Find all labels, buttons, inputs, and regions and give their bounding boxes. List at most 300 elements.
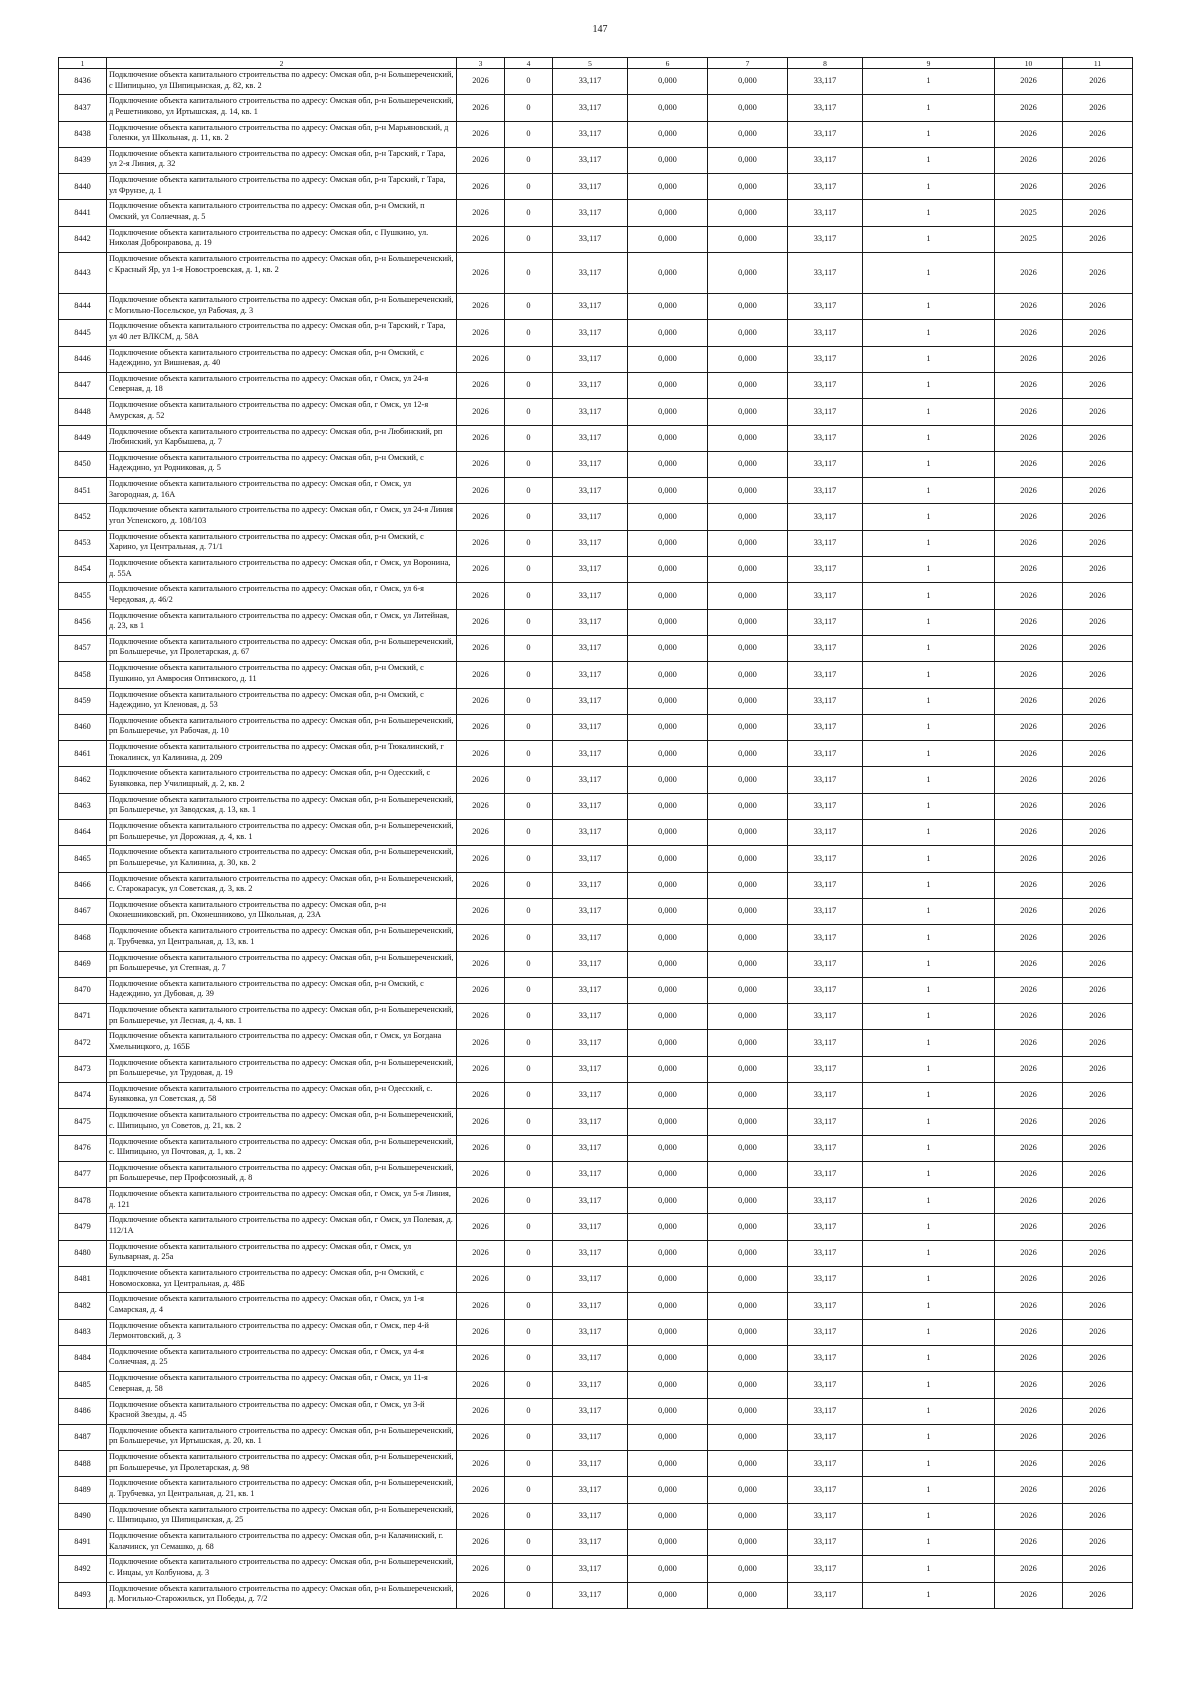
col9-cell: 1 xyxy=(863,1372,995,1398)
col4-cell: 0 xyxy=(505,1582,553,1608)
col9-cell: 1 xyxy=(863,951,995,977)
object-description-cell: Подключение объекта капитального строительства по адресу: Омская обл, г Омск, ул 11-я Северная, д. 58 xyxy=(107,1372,457,1398)
col4-cell: 0 xyxy=(505,147,553,173)
col6-cell: 0,000 xyxy=(628,1503,708,1529)
col10-cell: 2026 xyxy=(995,557,1063,583)
col7-cell: 0,000 xyxy=(708,1082,788,1108)
table-row xyxy=(59,69,1133,95)
col11-cell: 2026 xyxy=(1063,1372,1133,1398)
col8-cell: 33,117 xyxy=(788,294,863,320)
col5-cell: 33,117 xyxy=(553,478,628,504)
col3-cell: 2026 xyxy=(457,504,505,530)
col10-cell: 2026 xyxy=(995,1267,1063,1293)
table-body xyxy=(59,69,1133,1609)
col10-cell: 2026 xyxy=(995,714,1063,740)
col9-cell: 1 xyxy=(863,1345,995,1371)
row-number-cell: 8453 xyxy=(59,530,107,556)
col8-cell: 33,117 xyxy=(788,688,863,714)
col6-cell: 0,000 xyxy=(628,147,708,173)
table-row xyxy=(59,1477,1133,1503)
col11-cell: 2026 xyxy=(1063,925,1133,951)
table-row xyxy=(59,767,1133,793)
col9-cell: 1 xyxy=(863,294,995,320)
col10-cell: 2026 xyxy=(995,662,1063,688)
col11-cell: 2026 xyxy=(1063,121,1133,147)
col6-cell: 0,000 xyxy=(628,95,708,121)
col3-cell: 2026 xyxy=(457,1319,505,1345)
col3-cell: 2026 xyxy=(457,688,505,714)
col11-cell: 2026 xyxy=(1063,1004,1133,1030)
col9-cell: 1 xyxy=(863,609,995,635)
object-description-cell: Подключение объекта капитального строительства по адресу: Омская обл, р-н Большереченский, рп Большеречье, ул Рабочая, д. 10 xyxy=(107,714,457,740)
col4-cell: 0 xyxy=(505,1293,553,1319)
col4-cell: 0 xyxy=(505,1135,553,1161)
row-number-cell: 8474 xyxy=(59,1082,107,1108)
col10-cell: 2026 xyxy=(995,1424,1063,1450)
col9-cell: 1 xyxy=(863,1398,995,1424)
col10-cell: 2026 xyxy=(995,767,1063,793)
col5-cell: 33,117 xyxy=(553,320,628,346)
col7-cell: 0,000 xyxy=(708,1188,788,1214)
object-description-cell: Подключение объекта капитального строительства по адресу: Омская обл, р-н Большереченский, с Могильно-Посельское, ул Рабочая, д. 3 xyxy=(107,294,457,320)
col7-cell: 0,000 xyxy=(708,767,788,793)
table-row xyxy=(59,1530,1133,1556)
col11-cell: 2026 xyxy=(1063,1188,1133,1214)
col5-cell: 33,117 xyxy=(553,609,628,635)
col9-cell: 1 xyxy=(863,1056,995,1082)
column-header: 1 xyxy=(59,58,107,69)
col4-cell: 0 xyxy=(505,662,553,688)
row-number-cell: 8437 xyxy=(59,95,107,121)
col3-cell: 2026 xyxy=(457,1267,505,1293)
table-row xyxy=(59,1030,1133,1056)
col5-cell: 33,117 xyxy=(553,820,628,846)
row-number-cell: 8451 xyxy=(59,478,107,504)
col11-cell: 2026 xyxy=(1063,1161,1133,1187)
col4-cell: 0 xyxy=(505,1503,553,1529)
col10-cell: 2026 xyxy=(995,1188,1063,1214)
col5-cell: 33,117 xyxy=(553,925,628,951)
object-description-cell: Подключение объекта капитального строительства по адресу: Омская обл, р-н Большереченский, рп Большеречье, ул Степная, д. 7 xyxy=(107,951,457,977)
col7-cell: 0,000 xyxy=(708,121,788,147)
row-number-cell: 8465 xyxy=(59,846,107,872)
row-number-cell: 8469 xyxy=(59,951,107,977)
col6-cell: 0,000 xyxy=(628,1451,708,1477)
col11-cell: 2026 xyxy=(1063,1503,1133,1529)
col8-cell: 33,117 xyxy=(788,346,863,372)
col4-cell: 0 xyxy=(505,1004,553,1030)
col3-cell: 2026 xyxy=(457,1161,505,1187)
object-description-cell: Подключение объекта капитального строительства по адресу: Омская обл, р-н Большереченский, д. Могильно-Старожильск, ул Победы, д. 7/2 xyxy=(107,1582,457,1608)
col3-cell: 2026 xyxy=(457,320,505,346)
col4-cell: 0 xyxy=(505,226,553,252)
table-row xyxy=(59,530,1133,556)
col9-cell: 1 xyxy=(863,1082,995,1108)
col7-cell: 0,000 xyxy=(708,662,788,688)
table-row xyxy=(59,320,1133,346)
col4-cell: 0 xyxy=(505,1556,553,1582)
table-row xyxy=(59,1214,1133,1240)
col7-cell: 0,000 xyxy=(708,688,788,714)
col8-cell: 33,117 xyxy=(788,635,863,661)
col4-cell: 0 xyxy=(505,1056,553,1082)
col3-cell: 2026 xyxy=(457,253,505,294)
object-description-cell: Подключение объекта капитального строительства по адресу: Омская обл, г Омск, ул 6-я Чередовая, д. 46/2 xyxy=(107,583,457,609)
col8-cell: 33,117 xyxy=(788,226,863,252)
col7-cell: 0,000 xyxy=(708,174,788,200)
col9-cell: 1 xyxy=(863,1004,995,1030)
row-number-cell: 8450 xyxy=(59,451,107,477)
col7-cell: 0,000 xyxy=(708,872,788,898)
table-row xyxy=(59,121,1133,147)
col11-cell: 2026 xyxy=(1063,1056,1133,1082)
col11-cell: 2026 xyxy=(1063,372,1133,398)
col7-cell: 0,000 xyxy=(708,504,788,530)
row-number-cell: 8445 xyxy=(59,320,107,346)
col3-cell: 2026 xyxy=(457,1030,505,1056)
col5-cell: 33,117 xyxy=(553,767,628,793)
object-description-cell: Подключение объекта капитального строительства по адресу: Омская обл, р-н Большереченский, рп Большеречье, пер Профсоюзный, д. 8 xyxy=(107,1161,457,1187)
col11-cell: 2026 xyxy=(1063,1267,1133,1293)
col3-cell: 2026 xyxy=(457,767,505,793)
col3-cell: 2026 xyxy=(457,1293,505,1319)
col8-cell: 33,117 xyxy=(788,872,863,898)
col8-cell: 33,117 xyxy=(788,1135,863,1161)
col7-cell: 0,000 xyxy=(708,253,788,294)
table-row xyxy=(59,200,1133,226)
col3-cell: 2026 xyxy=(457,1109,505,1135)
col6-cell: 0,000 xyxy=(628,925,708,951)
col8-cell: 33,117 xyxy=(788,1030,863,1056)
col3-cell: 2026 xyxy=(457,1240,505,1266)
column-header: 11 xyxy=(1063,58,1133,69)
col6-cell: 0,000 xyxy=(628,714,708,740)
col7-cell: 0,000 xyxy=(708,478,788,504)
col6-cell: 0,000 xyxy=(628,846,708,872)
col8-cell: 33,117 xyxy=(788,583,863,609)
col11-cell: 2026 xyxy=(1063,1477,1133,1503)
col5-cell: 33,117 xyxy=(553,1188,628,1214)
col4-cell: 0 xyxy=(505,977,553,1003)
col6-cell: 0,000 xyxy=(628,767,708,793)
col3-cell: 2026 xyxy=(457,846,505,872)
row-number-cell: 8491 xyxy=(59,1530,107,1556)
col10-cell: 2026 xyxy=(995,1293,1063,1319)
col4-cell: 0 xyxy=(505,174,553,200)
col3-cell: 2026 xyxy=(457,1135,505,1161)
col8-cell: 33,117 xyxy=(788,1582,863,1608)
col10-cell: 2026 xyxy=(995,820,1063,846)
col8-cell: 33,117 xyxy=(788,253,863,294)
col9-cell: 1 xyxy=(863,1556,995,1582)
col11-cell: 2026 xyxy=(1063,346,1133,372)
table-row xyxy=(59,793,1133,819)
row-number-cell: 8466 xyxy=(59,872,107,898)
row-number-cell: 8443 xyxy=(59,253,107,294)
row-number-cell: 8441 xyxy=(59,200,107,226)
col5-cell: 33,117 xyxy=(553,662,628,688)
col9-cell: 1 xyxy=(863,741,995,767)
col9-cell: 1 xyxy=(863,530,995,556)
col10-cell: 2026 xyxy=(995,1161,1063,1187)
col7-cell: 0,000 xyxy=(708,925,788,951)
col6-cell: 0,000 xyxy=(628,688,708,714)
col6-cell: 0,000 xyxy=(628,530,708,556)
col8-cell: 33,117 xyxy=(788,451,863,477)
col3-cell: 2026 xyxy=(457,174,505,200)
row-number-cell: 8482 xyxy=(59,1293,107,1319)
object-description-cell: Подключение объекта капитального строительства по адресу: Омская обл, р-н Большереченский, с. Старокарасук, ул Советская, д. 3, кв. 2 xyxy=(107,872,457,898)
col4-cell: 0 xyxy=(505,583,553,609)
row-number-cell: 8454 xyxy=(59,557,107,583)
col10-cell: 2026 xyxy=(995,925,1063,951)
col8-cell: 33,117 xyxy=(788,1372,863,1398)
col7-cell: 0,000 xyxy=(708,1372,788,1398)
col10-cell: 2026 xyxy=(995,1530,1063,1556)
col6-cell: 0,000 xyxy=(628,872,708,898)
object-description-cell: Подключение объекта капитального строительства по адресу: Омская обл, г Омск, ул 24-я Северная, д. 18 xyxy=(107,372,457,398)
col10-cell: 2026 xyxy=(995,583,1063,609)
col3-cell: 2026 xyxy=(457,977,505,1003)
col6-cell: 0,000 xyxy=(628,1030,708,1056)
col8-cell: 33,117 xyxy=(788,478,863,504)
col7-cell: 0,000 xyxy=(708,147,788,173)
table-row xyxy=(59,346,1133,372)
object-description-cell: Подключение объекта капитального строительства по адресу: Омская обл, г Омск, ул 4-я Солнечная, д. 25 xyxy=(107,1345,457,1371)
col10-cell: 2026 xyxy=(995,951,1063,977)
col10-cell: 2026 xyxy=(995,478,1063,504)
col9-cell: 1 xyxy=(863,820,995,846)
col3-cell: 2026 xyxy=(457,1582,505,1608)
col9-cell: 1 xyxy=(863,69,995,95)
col5-cell: 33,117 xyxy=(553,688,628,714)
col7-cell: 0,000 xyxy=(708,399,788,425)
col9-cell: 1 xyxy=(863,1240,995,1266)
col10-cell: 2026 xyxy=(995,1556,1063,1582)
connection-objects-table xyxy=(58,57,1133,1609)
row-number-cell: 8447 xyxy=(59,372,107,398)
col5-cell: 33,117 xyxy=(553,346,628,372)
col3-cell: 2026 xyxy=(457,635,505,661)
object-description-cell: Подключение объекта капитального строительства по адресу: Омская обл, р-н Омский, с Надеждино, ул Вишневая, д. 40 xyxy=(107,346,457,372)
col9-cell: 1 xyxy=(863,1030,995,1056)
row-number-cell: 8439 xyxy=(59,147,107,173)
col5-cell: 33,117 xyxy=(553,1082,628,1108)
col4-cell: 0 xyxy=(505,872,553,898)
object-description-cell: Подключение объекта капитального строительства по адресу: Омская обл, г Омск, ул 12-я Амурская, д. 52 xyxy=(107,399,457,425)
col4-cell: 0 xyxy=(505,609,553,635)
col4-cell: 0 xyxy=(505,346,553,372)
col5-cell: 33,117 xyxy=(553,1398,628,1424)
col8-cell: 33,117 xyxy=(788,820,863,846)
col7-cell: 0,000 xyxy=(708,451,788,477)
table-row xyxy=(59,226,1133,252)
col4-cell: 0 xyxy=(505,1424,553,1450)
col11-cell: 2026 xyxy=(1063,504,1133,530)
col4-cell: 0 xyxy=(505,846,553,872)
object-description-cell: Подключение объекта капитального строительства по адресу: Омская обл, г Омск, ул 5-я Линия, д. 121 xyxy=(107,1188,457,1214)
col4-cell: 0 xyxy=(505,714,553,740)
col5-cell: 33,117 xyxy=(553,530,628,556)
col6-cell: 0,000 xyxy=(628,1319,708,1345)
col10-cell: 2026 xyxy=(995,1056,1063,1082)
table-row xyxy=(59,977,1133,1003)
object-description-cell: Подключение объекта капитального строительства по адресу: Омская обл, р-н Омский, с Надеждино, ул Родниковая, д. 5 xyxy=(107,451,457,477)
table-row xyxy=(59,1345,1133,1371)
object-description-cell: Подключение объекта капитального строительства по адресу: Омская обл, р-н Большереченский, с Красный Яр, ул 1-я Новостроевская, д. 1, кв. 2 xyxy=(107,253,457,294)
col8-cell: 33,117 xyxy=(788,121,863,147)
col8-cell: 33,117 xyxy=(788,1424,863,1450)
col6-cell: 0,000 xyxy=(628,1398,708,1424)
col10-cell: 2026 xyxy=(995,977,1063,1003)
col6-cell: 0,000 xyxy=(628,1530,708,1556)
col9-cell: 1 xyxy=(863,1477,995,1503)
table-row xyxy=(59,1582,1133,1608)
col7-cell: 0,000 xyxy=(708,1556,788,1582)
col5-cell: 33,117 xyxy=(553,1214,628,1240)
col7-cell: 0,000 xyxy=(708,714,788,740)
col8-cell: 33,117 xyxy=(788,1477,863,1503)
col4-cell: 0 xyxy=(505,741,553,767)
col7-cell: 0,000 xyxy=(708,1109,788,1135)
col10-cell: 2026 xyxy=(995,372,1063,398)
col9-cell: 1 xyxy=(863,977,995,1003)
col7-cell: 0,000 xyxy=(708,1267,788,1293)
row-number-cell: 8446 xyxy=(59,346,107,372)
col10-cell: 2026 xyxy=(995,846,1063,872)
col4-cell: 0 xyxy=(505,1161,553,1187)
col7-cell: 0,000 xyxy=(708,609,788,635)
col9-cell: 1 xyxy=(863,1530,995,1556)
row-number-cell: 8487 xyxy=(59,1424,107,1450)
table-row xyxy=(59,662,1133,688)
table-row xyxy=(59,147,1133,173)
col5-cell: 33,117 xyxy=(553,1135,628,1161)
table-row xyxy=(59,1188,1133,1214)
col11-cell: 2026 xyxy=(1063,1398,1133,1424)
col7-cell: 0,000 xyxy=(708,1293,788,1319)
col4-cell: 0 xyxy=(505,253,553,294)
col8-cell: 33,117 xyxy=(788,977,863,1003)
col5-cell: 33,117 xyxy=(553,147,628,173)
col3-cell: 2026 xyxy=(457,557,505,583)
row-number-cell: 8456 xyxy=(59,609,107,635)
object-description-cell: Подключение объекта капитального строительства по адресу: Омская обл, г Омск, ул Загородная, д. 16А xyxy=(107,478,457,504)
table-row xyxy=(59,951,1133,977)
col6-cell: 0,000 xyxy=(628,1345,708,1371)
object-description-cell: Подключение объекта капитального строительства по адресу: Омская обл, р-н Большереченский, рп Большеречье, ул Пролетарская, д. 67 xyxy=(107,635,457,661)
col9-cell: 1 xyxy=(863,1451,995,1477)
col5-cell: 33,117 xyxy=(553,1030,628,1056)
row-number-cell: 8483 xyxy=(59,1319,107,1345)
col11-cell: 2026 xyxy=(1063,200,1133,226)
col4-cell: 0 xyxy=(505,1240,553,1266)
col9-cell: 1 xyxy=(863,583,995,609)
col8-cell: 33,117 xyxy=(788,609,863,635)
col6-cell: 0,000 xyxy=(628,1188,708,1214)
col11-cell: 2026 xyxy=(1063,557,1133,583)
col4-cell: 0 xyxy=(505,425,553,451)
col6-cell: 0,000 xyxy=(628,320,708,346)
object-description-cell: Подключение объекта капитального строительства по адресу: Омская обл, р-н Одесский, с. Буняковка, ул Советская, д. 58 xyxy=(107,1082,457,1108)
object-description-cell: Подключение объекта капитального строительства по адресу: Омская обл, р-н Большереченский, с. Шипицыно, ул Шипицынская, д. 25 xyxy=(107,1503,457,1529)
col3-cell: 2026 xyxy=(457,1398,505,1424)
col6-cell: 0,000 xyxy=(628,294,708,320)
col4-cell: 0 xyxy=(505,1398,553,1424)
col4-cell: 0 xyxy=(505,95,553,121)
col7-cell: 0,000 xyxy=(708,1319,788,1345)
col5-cell: 33,117 xyxy=(553,741,628,767)
table-row xyxy=(59,846,1133,872)
col11-cell: 2026 xyxy=(1063,253,1133,294)
col7-cell: 0,000 xyxy=(708,200,788,226)
col9-cell: 1 xyxy=(863,346,995,372)
col8-cell: 33,117 xyxy=(788,504,863,530)
row-number-cell: 8462 xyxy=(59,767,107,793)
col8-cell: 33,117 xyxy=(788,1161,863,1187)
col11-cell: 2026 xyxy=(1063,688,1133,714)
col6-cell: 0,000 xyxy=(628,1056,708,1082)
col11-cell: 2026 xyxy=(1063,294,1133,320)
col8-cell: 33,117 xyxy=(788,925,863,951)
col6-cell: 0,000 xyxy=(628,200,708,226)
col3-cell: 2026 xyxy=(457,820,505,846)
col4-cell: 0 xyxy=(505,1530,553,1556)
object-description-cell: Подключение объекта капитального строительства по адресу: Омская обл, р-н Тюкалинский, г Тюкалинск, ул Калинина, д. 209 xyxy=(107,741,457,767)
row-number-cell: 8460 xyxy=(59,714,107,740)
col10-cell: 2026 xyxy=(995,1004,1063,1030)
page-number: 147 xyxy=(592,24,608,35)
object-description-cell: Подключение объекта капитального строительства по адресу: Омская обл, р-н Большереченский, с. Шипицыно, ул Почтовая, д. 1, кв. 2 xyxy=(107,1135,457,1161)
row-number-cell: 8490 xyxy=(59,1503,107,1529)
col3-cell: 2026 xyxy=(457,925,505,951)
table-row xyxy=(59,1109,1133,1135)
col6-cell: 0,000 xyxy=(628,635,708,661)
column-header: 2 xyxy=(107,58,457,69)
col7-cell: 0,000 xyxy=(708,977,788,1003)
col9-cell: 1 xyxy=(863,121,995,147)
col8-cell: 33,117 xyxy=(788,1319,863,1345)
col7-cell: 0,000 xyxy=(708,1582,788,1608)
table-row xyxy=(59,1004,1133,1030)
col9-cell: 1 xyxy=(863,898,995,924)
col10-cell: 2026 xyxy=(995,1477,1063,1503)
col10-cell: 2026 xyxy=(995,1319,1063,1345)
col5-cell: 33,117 xyxy=(553,174,628,200)
col6-cell: 0,000 xyxy=(628,504,708,530)
col9-cell: 1 xyxy=(863,147,995,173)
col11-cell: 2026 xyxy=(1063,662,1133,688)
row-number-cell: 8463 xyxy=(59,793,107,819)
col5-cell: 33,117 xyxy=(553,1004,628,1030)
col9-cell: 1 xyxy=(863,1267,995,1293)
col11-cell: 2026 xyxy=(1063,399,1133,425)
col9-cell: 1 xyxy=(863,253,995,294)
col9-cell: 1 xyxy=(863,714,995,740)
col6-cell: 0,000 xyxy=(628,425,708,451)
table-row xyxy=(59,1372,1133,1398)
table-row xyxy=(59,1424,1133,1450)
col8-cell: 33,117 xyxy=(788,372,863,398)
col7-cell: 0,000 xyxy=(708,1161,788,1187)
col3-cell: 2026 xyxy=(457,1188,505,1214)
column-header: 7 xyxy=(708,58,788,69)
col9-cell: 1 xyxy=(863,425,995,451)
col10-cell: 2026 xyxy=(995,425,1063,451)
col6-cell: 0,000 xyxy=(628,1267,708,1293)
col6-cell: 0,000 xyxy=(628,399,708,425)
col3-cell: 2026 xyxy=(457,95,505,121)
